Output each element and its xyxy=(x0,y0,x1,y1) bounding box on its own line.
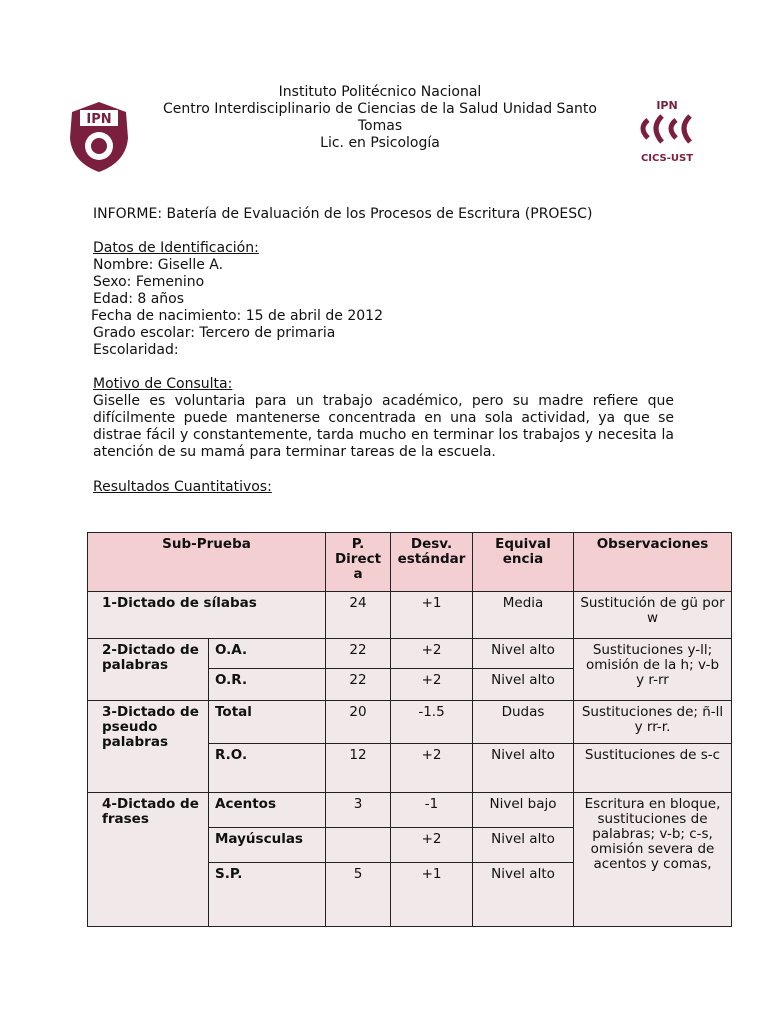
patient-sex: Sexo: Femenino xyxy=(93,274,205,290)
equivalencia-cell: Nivel bajo xyxy=(473,793,574,828)
equivalencia-cell: Media xyxy=(473,592,574,639)
p-directa-cell: 20 xyxy=(326,701,391,744)
col-header-desv: Desv. estándar xyxy=(391,533,473,592)
col-header-p-directa: P. Direct a xyxy=(326,533,391,592)
ipn-logo xyxy=(66,98,132,174)
table-row xyxy=(88,639,732,669)
school-grade: Grado escolar: Tercero de primaria xyxy=(93,325,336,341)
report-title: INFORME: Batería de Evaluación de los Procesos de Escritura (PROESC) xyxy=(93,206,593,222)
desv-cell: +2 xyxy=(391,828,473,863)
observaciones-cell: Sustituciones de s-c xyxy=(574,744,732,793)
equivalencia-cell: Nivel alto xyxy=(473,639,574,669)
patient-name: Nombre: Giselle A. xyxy=(93,257,224,273)
subtest-label: 2-Dictado de palabras xyxy=(88,639,209,701)
equivalencia-cell: Dudas xyxy=(473,701,574,744)
table-row xyxy=(88,701,732,744)
p-directa-cell: 3 xyxy=(326,793,391,828)
desv-cell: +1 xyxy=(391,592,473,639)
subscale-label: Acentos xyxy=(209,793,326,828)
desv-cell: +1 xyxy=(391,863,473,927)
observaciones-cell: Sustitución de gü por w xyxy=(574,592,732,639)
subscale-label: S.P. xyxy=(209,863,326,927)
p-directa-cell: 12 xyxy=(326,744,391,793)
svg-text:CICS-UST: CICS-UST xyxy=(640,153,694,164)
reason-heading: Motivo de Consulta: xyxy=(93,376,233,392)
col-header-equivalencia: Equival encia xyxy=(473,533,574,592)
results-heading: Resultados Cuantitativos: xyxy=(93,479,272,495)
subtest-label: 3-Dictado de pseudo palabras xyxy=(88,701,209,793)
observaciones-cell: Sustituciones y-ll; omisión de la h; v-b y r-rr xyxy=(574,639,732,701)
program-name: Lic. en Psicología xyxy=(320,135,440,151)
subscale-label: O.R. xyxy=(209,669,326,701)
equivalencia-cell: Nivel alto xyxy=(473,669,574,701)
cics-ust-logo xyxy=(630,98,704,168)
svg-text:IPN: IPN xyxy=(86,112,112,127)
subscale-label: Total xyxy=(209,701,326,744)
col-header-subprueba: Sub-Prueba xyxy=(88,533,326,592)
birth-date: Fecha de nacimiento: 15 de abril de 2012 xyxy=(91,308,383,324)
desv-cell: -1 xyxy=(391,793,473,828)
p-directa-cell: 22 xyxy=(326,669,391,701)
desv-cell: -1.5 xyxy=(391,701,473,744)
subscale-label: R.O. xyxy=(209,744,326,793)
institution-header xyxy=(140,84,620,152)
results-table xyxy=(87,532,732,927)
p-directa-cell: 24 xyxy=(326,592,391,639)
center-name-cont: Tomas xyxy=(357,118,403,134)
schooling: Escolaridad: xyxy=(93,342,179,358)
equivalencia-cell: Nivel alto xyxy=(473,828,574,863)
table-row xyxy=(88,793,732,828)
equivalencia-cell: Nivel alto xyxy=(473,863,574,927)
svg-text:IPN: IPN xyxy=(656,99,678,112)
p-directa-cell: 5 xyxy=(326,863,391,927)
observaciones-cell: Escritura en bloque, sustituciones de palabras; v-b; c-s, omisión severa de acentos y comas, xyxy=(574,793,732,927)
desv-cell: +2 xyxy=(391,639,473,669)
subtest-label: 1-Dictado de sílabas xyxy=(88,592,326,639)
table-header-row xyxy=(88,533,732,592)
observaciones-cell: Sustituciones de; ñ-ll y rr-r. xyxy=(574,701,732,744)
col-header-observaciones: Observaciones xyxy=(574,533,732,592)
identification-heading: Datos de Identificación: xyxy=(93,240,259,256)
p-directa-cell: 22 xyxy=(326,639,391,669)
patient-age: Edad: 8 años xyxy=(93,291,185,307)
reason-text: Giselle es voluntaria para un trabajo académico, pero su madre refiere que difícilmente puede mantenerse concentrada en una sola actividad, ya que se distrae fácil y constantemente, tarda mucho en terminar los trabajos y necesita la atención de su mamá para terminar tareas de la escuela. xyxy=(93,393,674,460)
p-directa-cell xyxy=(326,828,391,863)
desv-cell: +2 xyxy=(391,744,473,793)
desv-cell: +2 xyxy=(391,669,473,701)
subtest-label: 4-Dictado de frases xyxy=(88,793,209,927)
subscale-label: Mayúsculas xyxy=(209,828,326,863)
center-name: Centro Interdisciplinario de Ciencias de la Salud Unidad Santo xyxy=(163,101,597,117)
table-row xyxy=(88,592,732,639)
subscale-label: O.A. xyxy=(209,639,326,669)
institution-name: Instituto Politécnico Nacional xyxy=(278,84,482,100)
equivalencia-cell: Nivel alto xyxy=(473,744,574,793)
